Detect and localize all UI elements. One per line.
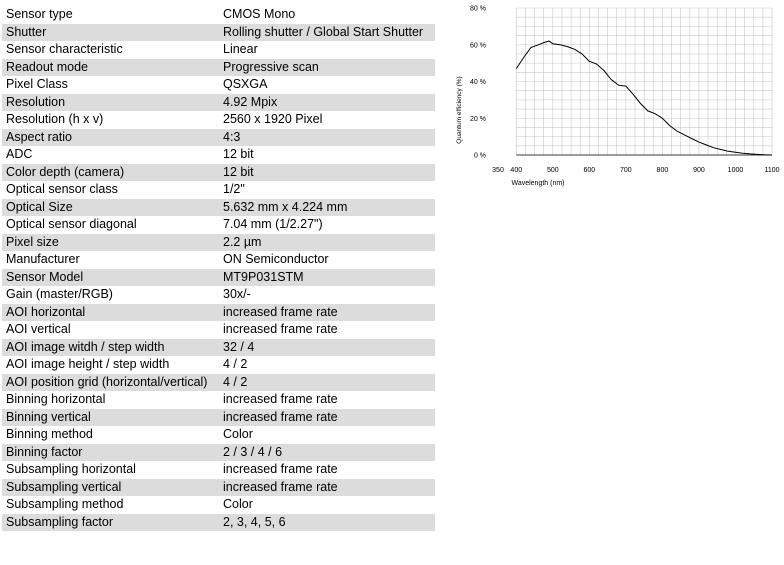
spec-value: 4 / 2: [219, 374, 435, 392]
spec-value: ON Semiconductor: [223, 252, 329, 266]
spec-label: Sensor type: [6, 7, 73, 21]
spec-row: [2, 479, 435, 497]
spec-value: Rolling shutter / Global Start Shutter: [219, 24, 435, 42]
spec-row: [2, 59, 435, 77]
spec-label: Aspect ratio: [2, 129, 219, 147]
spec-row: [2, 304, 435, 322]
spec-value: 5.632 mm x 4.224 mm: [219, 199, 435, 217]
y-tick-label: 80 %: [470, 5, 486, 13]
spec-value: CMOS Mono: [223, 7, 296, 21]
spec-row: [2, 391, 435, 409]
spec-label: Resolution (h x v): [6, 112, 104, 126]
spec-value: 32 / 4: [219, 339, 435, 357]
spec-label: Sensor characteristic: [6, 42, 123, 56]
spec-row: [2, 146, 435, 164]
spec-value: Color: [223, 497, 253, 511]
spec-row: [2, 181, 435, 199]
spec-row: [2, 461, 435, 479]
spec-label: Pixel size: [2, 234, 219, 252]
spec-value: 2 / 3 / 4 / 6: [219, 444, 435, 462]
spec-label: ADC: [6, 147, 33, 161]
spec-label: Color depth (camera): [2, 164, 219, 182]
spec-row: [2, 24, 435, 42]
spec-value: 4 / 2: [223, 357, 248, 371]
spec-row: [2, 374, 435, 392]
spec-label: Gain (master/RGB): [6, 287, 113, 301]
spec-label: Optical Size: [2, 199, 219, 217]
y-tick-label: 0 %: [473, 152, 486, 160]
spec-value: increased frame rate: [223, 322, 338, 336]
spec-row: [2, 426, 435, 444]
spec-value: Progressive scan: [219, 59, 435, 77]
spec-label: AOI image height / step width: [6, 357, 170, 371]
spec-label: Binning factor: [2, 444, 219, 462]
spec-value: Linear: [223, 42, 258, 56]
spec-value: 12 bit: [223, 147, 254, 161]
spec-value: 2, 3, 4, 5, 6: [219, 514, 435, 532]
spec-row: [2, 356, 435, 374]
chart-grid: [516, 8, 772, 155]
spec-label: Resolution: [2, 94, 219, 112]
spec-value: 30x/-: [223, 287, 251, 301]
spec-value: increased frame rate: [223, 392, 338, 406]
x-tick-label: 400: [510, 167, 523, 174]
spec-label: Subsampling horizontal: [6, 462, 136, 476]
y-tick-label: 20 %: [470, 115, 486, 123]
spec-row: [2, 514, 435, 532]
spec-value: 2560 x 1920 Pixel: [223, 112, 323, 126]
spec-value: 4:3: [219, 129, 435, 147]
spec-label: Shutter: [2, 24, 219, 42]
spec-row: [2, 164, 435, 182]
spec-label: Subsampling method: [6, 497, 124, 511]
y-tick-label: 60 %: [470, 42, 486, 50]
spec-label: AOI horizontal: [2, 304, 219, 322]
spec-row: [2, 444, 435, 462]
spec-label: Readout mode: [2, 59, 219, 77]
spec-row: [2, 129, 435, 147]
spec-label: Subsampling factor: [2, 514, 219, 532]
spec-label: Subsampling vertical: [2, 479, 219, 497]
spec-row: [2, 496, 435, 514]
x-tick-label: 800: [656, 167, 669, 174]
x-tick-label: 1000: [727, 167, 744, 174]
x-tick-label: 900: [693, 167, 705, 174]
spec-row: [2, 286, 435, 304]
spec-row: [2, 216, 435, 234]
spec-value: MT9P031STM: [219, 269, 435, 287]
chart-ylabel: Quantum efficiency (%): [456, 76, 463, 144]
spec-value: 4.92 Mpix: [219, 94, 435, 112]
spec-row: [2, 199, 435, 217]
spec-label: Sensor Model: [2, 269, 219, 287]
spec-label: Optical sensor class: [6, 182, 118, 196]
x-tick-label: 1100: [764, 167, 780, 174]
spec-value: 2.2 µm: [219, 234, 435, 252]
spec-value: increased frame rate: [219, 409, 435, 427]
chart-xlabel: Wavelength (nm): [511, 180, 565, 187]
specification-rows: [2, 6, 435, 531]
x-tick-label: 700: [620, 167, 632, 174]
spec-label: AOI position grid (horizontal/vertical): [2, 374, 219, 392]
spec-value: increased frame rate: [219, 304, 435, 322]
spec-value: Color: [223, 427, 253, 441]
spec-label: Optical sensor diagonal: [6, 217, 137, 231]
spec-label: Binning vertical: [2, 409, 219, 427]
spec-label: Pixel Class: [6, 77, 68, 91]
spec-row: [2, 41, 435, 59]
spec-label: Manufacturer: [6, 252, 80, 266]
spec-row: [2, 94, 435, 112]
spec-row: [2, 269, 435, 287]
spec-row: [2, 76, 435, 94]
spec-value: 1/2": [223, 182, 245, 196]
spec-row: [2, 321, 435, 339]
spec-row: [2, 111, 435, 129]
spec-row: [2, 409, 435, 427]
spec-row: [2, 234, 435, 252]
spec-value: 7.04 mm (1/2.27"): [223, 217, 323, 231]
spec-row: [2, 6, 435, 24]
x-tick-label: 600: [583, 167, 596, 174]
spec-label: Binning horizontal: [6, 392, 106, 406]
spec-label: Binning method: [6, 427, 93, 441]
spec-value: 12 bit: [219, 164, 435, 182]
spec-label: AOI vertical: [6, 322, 71, 336]
spec-row: [2, 251, 435, 269]
spec-value: QSXGA: [223, 77, 268, 91]
spec-value: increased frame rate: [219, 479, 435, 497]
specification-table: [2, 6, 435, 531]
x-tick-label: 350: [492, 167, 504, 174]
spec-row: [2, 339, 435, 357]
quantum-efficiency-chart: [452, 0, 784, 200]
spec-value: increased frame rate: [223, 462, 338, 476]
spec-label: AOI image witdh / step width: [2, 339, 219, 357]
x-tick-label: 500: [546, 167, 559, 174]
y-tick-label: 40 %: [470, 79, 486, 86]
